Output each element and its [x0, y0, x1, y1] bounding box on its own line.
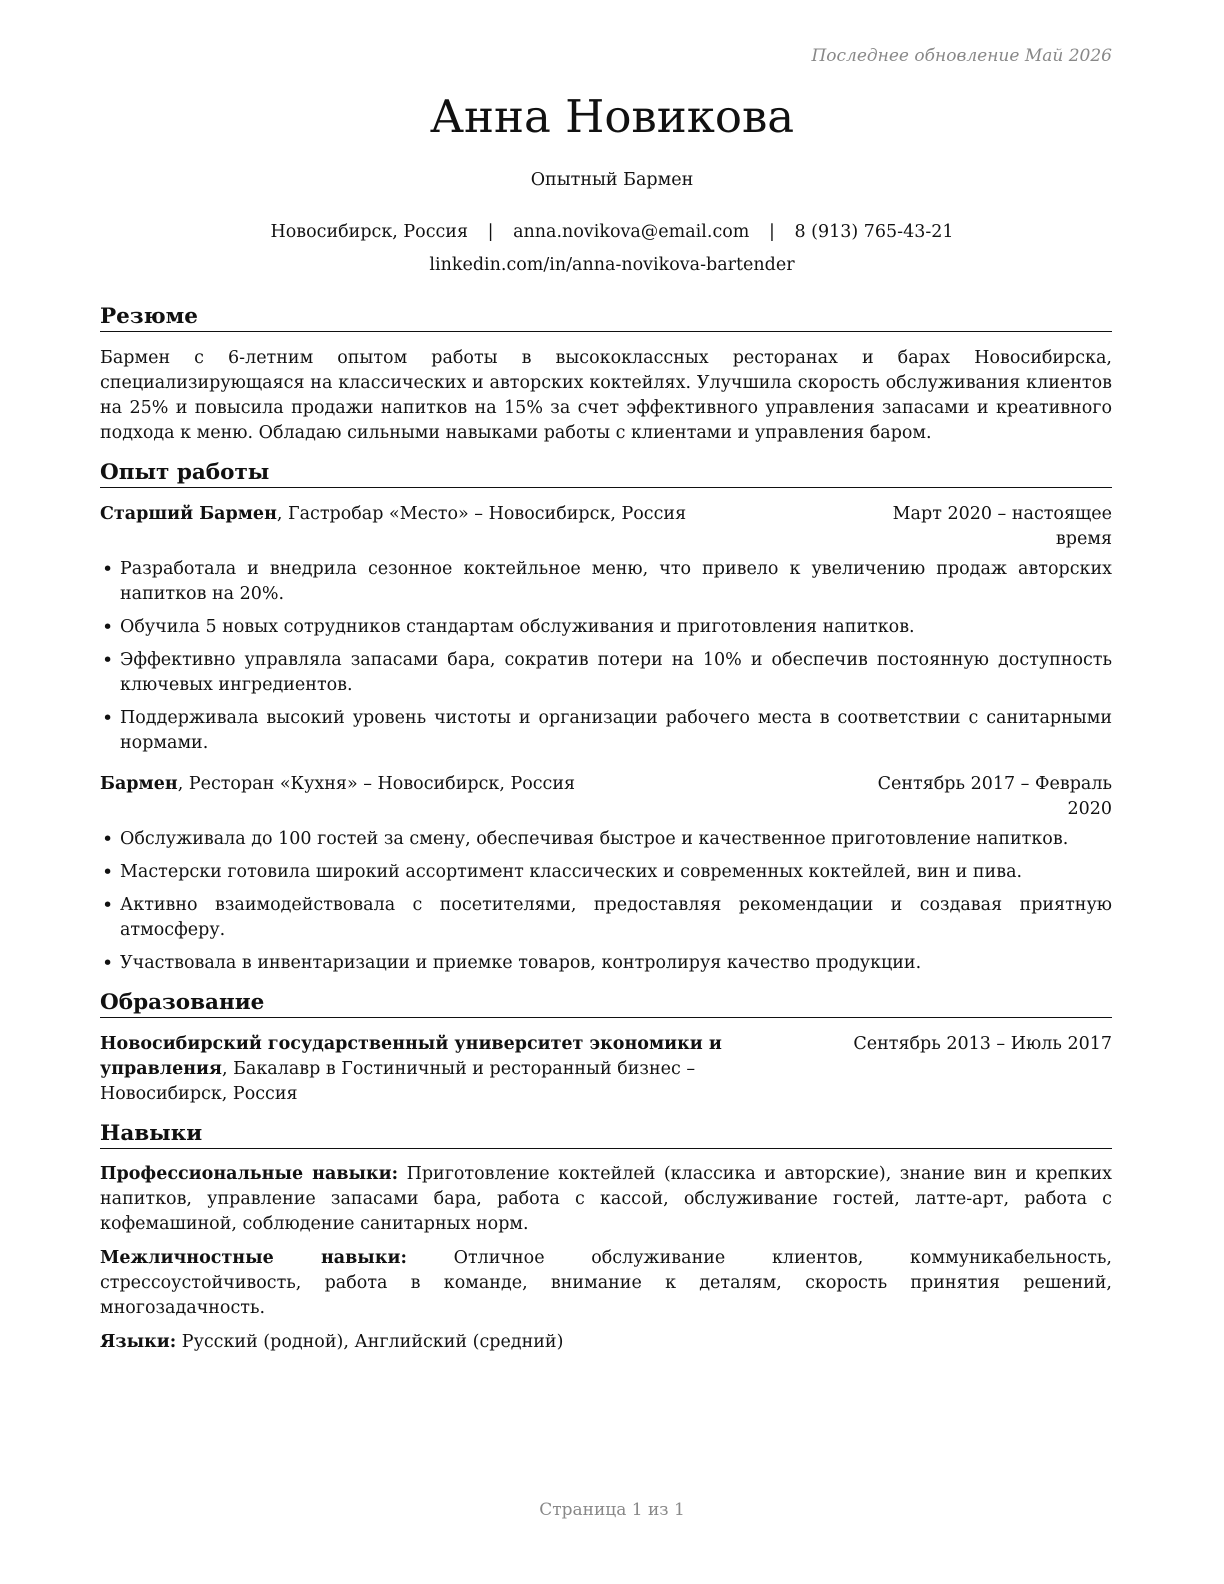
bullet-item: • Обучила 5 новых сотрудников стандартам обслуживания и приготовления напитков.	[100, 615, 1112, 640]
bullet-item: • Участвовала в инвентаризации и приемке товаров, контролируя качество продукции.	[100, 951, 1112, 976]
contact-separator: |	[768, 222, 775, 242]
skill-row	[100, 1246, 1112, 1321]
skill-text: Отличное обслуживание клиентов, коммуникабельность, стрессоустойчивость, работа в команде, внимание к деталям, скорость принятия решений, многозадачность.	[100, 1248, 1112, 1318]
candidate-title: Опытный Бармен	[530, 170, 694, 190]
job-entry	[100, 502, 1112, 756]
linkedin-link[interactable]: linkedin.com/in/anna-novikova-bartender	[429, 255, 795, 275]
skill-row	[100, 1330, 1112, 1355]
education-institution: Новосибирский государственный университет экономики и управления	[100, 1034, 722, 1079]
job-role: Бармен	[100, 774, 178, 794]
job-bullets	[100, 557, 1112, 756]
job-entry	[100, 772, 1112, 976]
section-heading-skills: Навыки	[100, 1120, 1112, 1149]
job-role: Старший Бармен	[100, 504, 277, 524]
bullet-item: • Мастерски готовила широкий ассортимент классических и современных коктейлей, вин и пива.	[100, 860, 1112, 885]
section-heading-experience: Опыт работы	[100, 459, 1112, 488]
resume-content	[100, 303, 1112, 1355]
skill-text: Приготовление коктейлей (классика и авторские), знание вин и крепких напитков, управление запасами бара, работа с кассой, обслуживание гостей, латте-арт, работа с кофемашиной, соблюдение санитарных норм.	[100, 1164, 1112, 1234]
bullet-item: • Поддерживала высокий уровень чистоты и организации рабочего места в соответствии с санитарными нормами.	[100, 706, 1112, 756]
location: Новосибирск, Россия	[270, 222, 469, 242]
job-bullets	[100, 827, 1112, 976]
skill-label: Профессиональные навыки:	[100, 1164, 399, 1184]
bullet-item: • Эффективно управляла запасами бара, сократив потери на 10% и обеспечив постоянную доступность ключевых ингредиентов.	[100, 648, 1112, 698]
contact-line	[0, 220, 1224, 244]
bullet-item: • Активно взаимодействовала с посетителями, предоставляя рекомендации и создавая приятную атмосферу.	[100, 893, 1112, 943]
job-dates: Сентябрь 2017 – Февраль 2020	[877, 774, 1112, 819]
last-updated: Последнее обновление Май 2026	[811, 46, 1112, 66]
job-header	[100, 772, 1112, 822]
bullet-item: • Разработала и внедрила сезонное коктейльное меню, что привело к увеличению продаж авторских напитков на 20%.	[100, 557, 1112, 607]
summary-section	[100, 303, 1112, 446]
skills-section	[100, 1120, 1112, 1355]
contact-separator: |	[487, 222, 494, 242]
skills-list	[100, 1162, 1112, 1355]
phone-number: 8 (913) 765-43-21	[794, 222, 954, 242]
education-line	[100, 1032, 812, 1107]
education-details: , Бакалавр в Гостиничный и ресторанный бизнес – Новосибирск, Россия	[100, 1059, 696, 1104]
skill-label: Языки:	[100, 1332, 177, 1352]
section-heading-education: Образование	[100, 989, 1112, 1018]
education-section	[100, 989, 1112, 1107]
job-place: , Ресторан «Кухня» – Новосибирск, Россия	[177, 774, 576, 794]
email-link[interactable]: anna.novikova@email.com	[513, 222, 750, 242]
experience-section	[100, 459, 1112, 976]
bullet-item: • Обслуживала до 100 гостей за смену, обеспечивая быстрое и качественное приготовление напитков.	[100, 827, 1112, 852]
education-dates: Сентябрь 2013 – Июль 2017	[853, 1034, 1112, 1054]
skill-text: Русский (родной), Английский (средний)	[176, 1332, 564, 1352]
skill-label: Межличностные навыки:	[100, 1248, 407, 1268]
job-place: , Гастробар «Место» – Новосибирск, Россия	[276, 504, 687, 524]
education-entry	[100, 1032, 1112, 1107]
section-heading-summary: Резюме	[100, 303, 1112, 332]
job-title-line	[100, 772, 872, 797]
candidate-name: Анна Новикова	[429, 90, 795, 143]
skill-row	[100, 1162, 1112, 1237]
page-number: Страница 1 из 1	[539, 1500, 685, 1520]
job-title-line	[100, 502, 872, 527]
summary-text: Бармен с 6-летним опытом работы в высококлассных ресторанах и барах Новосибирска, специализирующаяся на классических и авторских коктейлях. Улучшила скорость обслуживания клиентов на 25% и повысила продажи напитков на 15% за счет эффективного управления запасами и креативного подхода к меню. Обладаю сильными навыками работы с клиентами и управления баром.	[100, 348, 1112, 443]
job-dates: Март 2020 – настоящее время	[892, 504, 1112, 549]
job-header	[100, 502, 1112, 552]
